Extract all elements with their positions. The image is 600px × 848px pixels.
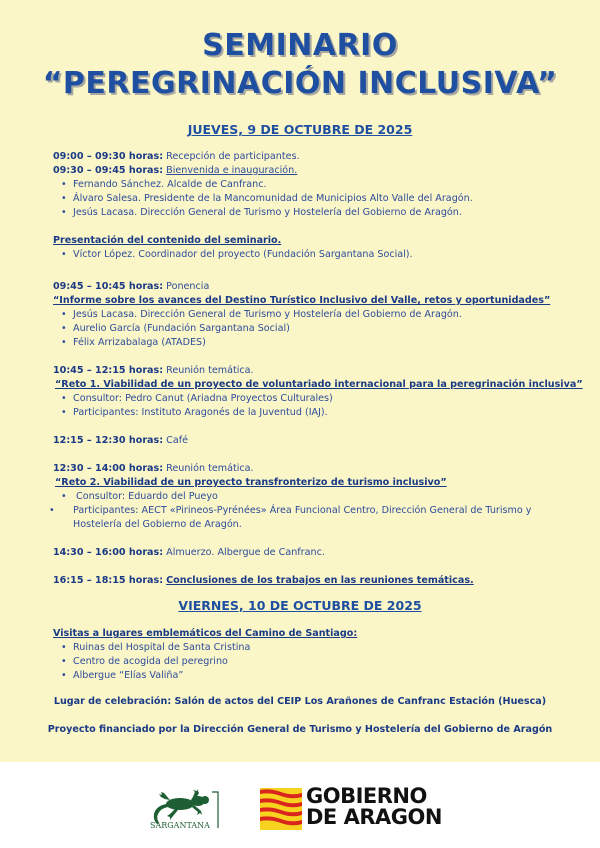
time-label: 14:30 – 16:00 horas: xyxy=(53,547,164,558)
schedule-item xyxy=(53,150,553,164)
schedule-item: 12:30 – 14:00 horas: Reunión temática. xyxy=(53,463,254,474)
sargantana-logo xyxy=(148,788,224,830)
schedule-item xyxy=(53,574,553,588)
list-item: • Jesús Lacasa. Dirección General de Turismo y Hostelería del Gobierno de Aragón. xyxy=(61,207,462,218)
time-label: 09:00 – 09:30 horas: xyxy=(53,151,164,162)
activity-link: Bienvenida e inauguración. xyxy=(166,165,298,176)
schedule-item xyxy=(53,164,553,178)
challenge-1-title: “Reto 1. Viabilidad de un proyecto de voluntariado internacional para la peregrinación inclusiva” xyxy=(55,379,583,390)
bullet-icon: • xyxy=(61,323,67,334)
challenge-2-title: “Reto 2. Viabilidad de un proyecto transfronterizo de turismo inclusivo” xyxy=(55,477,447,488)
list-item: • Víctor López. Coordinador del proyecto (Fundación Sargantana Social). xyxy=(61,249,413,260)
bullet-icon: • xyxy=(61,491,67,502)
bullet-icon: • xyxy=(61,670,67,681)
bullet-icon: • xyxy=(61,407,67,418)
gobierno-wordmark: GOBIERNO DE ARAGON xyxy=(306,784,442,829)
bullet-icon: • xyxy=(61,207,67,218)
venue-line: Lugar de celebración: Salón de actos del CEIP Los Arañones de Canfranc Estación (Huesca) xyxy=(53,696,547,707)
funding-line: Proyecto financiado por la Dirección General de Turismo y Hostelería del Gobierno de Aragón xyxy=(47,724,553,735)
list-item: • Fernando Sánchez. Alcalde de Canfranc. xyxy=(61,179,267,190)
bullet-icon: • xyxy=(61,179,67,190)
list-item: • Álvaro Salesa. Presidente de la Mancomunidad de Municipios Alto Valle del Aragón. xyxy=(61,193,473,204)
day2-heading: VIERNES, 10 DE OCTUBRE DE 2025 xyxy=(178,598,422,613)
presentation-heading: Presentación del contenido del seminario. xyxy=(53,235,282,246)
lizard-icon xyxy=(148,788,224,830)
day1-heading: JUEVES, 9 DE OCTUBRE DE 2025 xyxy=(187,122,413,137)
day2-schedule xyxy=(53,627,553,683)
schedule-item: 09:45 – 10:45 horas: Ponencia xyxy=(53,281,210,292)
schedule-item: 10:45 – 12:15 horas: Reunión temática. xyxy=(53,365,254,376)
day1-schedule xyxy=(49,150,583,588)
bullet-icon: • xyxy=(49,505,55,516)
schedule-item: 14:30 – 16:00 horas: Almuerzo. Albergue de Canfranc. xyxy=(53,547,325,558)
bullet-icon: • xyxy=(61,309,67,320)
bullet-icon: • xyxy=(61,642,67,653)
bullet-icon: • xyxy=(61,393,67,404)
aragon-flag-icon xyxy=(260,788,302,830)
time-label: 12:30 – 14:00 horas: xyxy=(53,463,164,474)
list-item: • Ruinas del Hospital de Santa Cristina xyxy=(61,642,251,653)
time-label: 09:30 – 09:45 horas: xyxy=(53,165,164,176)
sargantana-wordmark: SARGANTANA xyxy=(150,821,210,830)
list-item: • Consultor: Eduardo del Pueyo xyxy=(61,491,218,502)
time-label: 10:45 – 12:15 horas: xyxy=(53,365,164,376)
time-label: 09:45 – 10:45 horas: xyxy=(53,281,164,292)
activity-text: Recepción de participantes. xyxy=(163,151,300,162)
time-label: 12:15 – 12:30 horas: xyxy=(53,435,164,446)
title-peregrinacion: “PEREGRINACIÓN INCLUSIVA” xyxy=(42,66,558,101)
talk-title: “Informe sobre los avances del Destino Turístico Inclusivo del Valle, retos y oportunidades” xyxy=(53,295,551,306)
bullet-icon: • xyxy=(61,656,67,667)
list-item: • Consultor: Pedro Canut (Ariadna Proyectos Culturales) xyxy=(61,393,333,404)
logos-bar xyxy=(0,762,600,848)
list-item: • Félix Arrizabalaga (ATADES) xyxy=(61,337,206,348)
title-seminario: SEMINARIO xyxy=(202,28,398,63)
list-item: • Centro de acogida del peregrino xyxy=(61,656,228,667)
gobierno-aragon-logo xyxy=(260,784,450,830)
visits-heading: Visitas a lugares emblemáticos del Camino de Santiago: xyxy=(53,628,358,639)
conclusions-link: Conclusiones de los trabajos en las reuniones temáticas. xyxy=(166,575,474,586)
list-item: • Aurelio García (Fundación Sargantana Social) xyxy=(61,323,290,334)
list-item: • Participantes: AECT «Pirineos-Pyrénées» Área Funcional Centro, Dirección General de Turismo y Hostelería del Gobierno de Aragón. xyxy=(49,505,532,530)
bullet-icon: • xyxy=(61,193,67,204)
list-item: • Jesús Lacasa. Dirección General de Turismo y Hostelería del Gobierno de Aragón. xyxy=(61,309,462,320)
bullet-icon: • xyxy=(61,337,67,348)
time-label: 16:15 – 18:15 horas: xyxy=(53,575,164,586)
schedule-item: 12:15 – 12:30 horas: Café xyxy=(53,435,188,446)
bullet-icon: • xyxy=(61,249,67,260)
list-item: • Albergue “Elías Valiña” xyxy=(61,670,184,681)
list-item: • Participantes: Instituto Aragonés de la Juventud (IAJ). xyxy=(61,407,328,418)
